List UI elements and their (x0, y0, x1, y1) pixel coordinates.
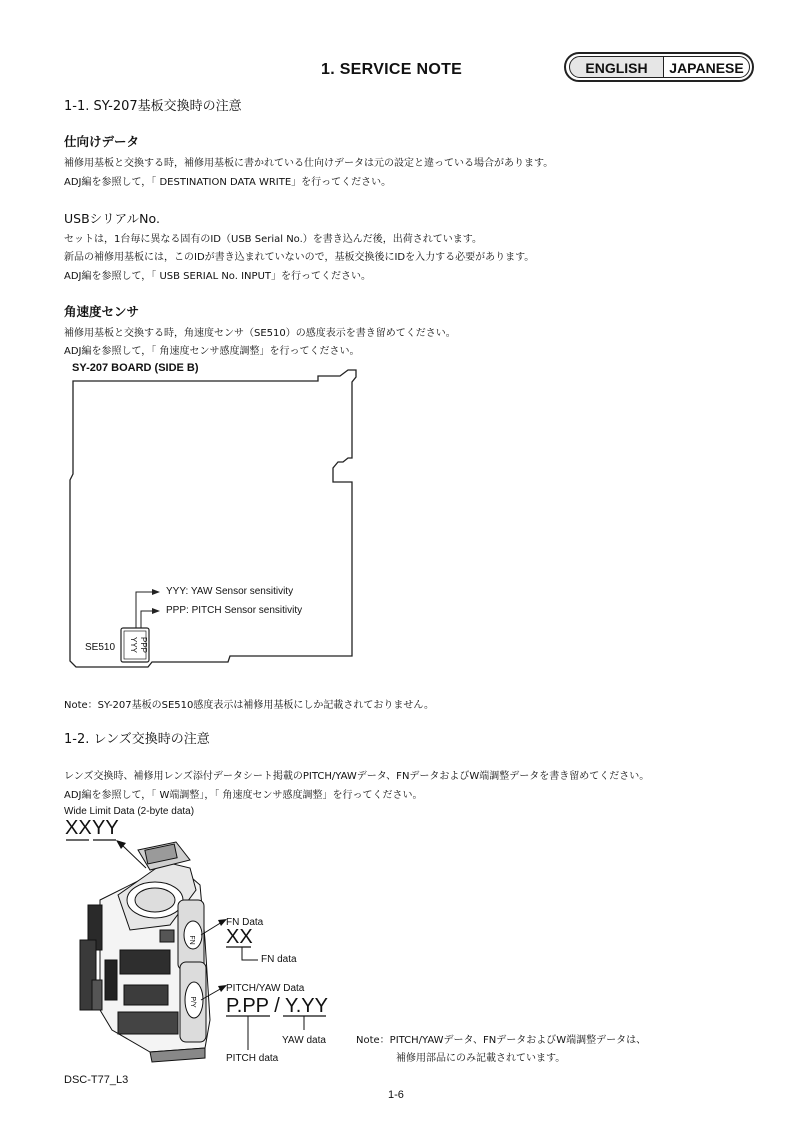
lens-assembly-illustration (80, 842, 210, 1062)
page-number: 1-6 (388, 1089, 404, 1101)
usb-line-1: セットは，1台毎に異なる固有のID（USB Serial No.）を書き込んだ後，出荷されています。 (64, 234, 482, 245)
gyro-line-1: 補修用基板と交換する時，角速度センサ（SE510）の感度表示を書き留めてください。 (64, 328, 456, 339)
destination-heading: 仕向けデータ (64, 134, 140, 149)
chip-ppp-label: PPP (139, 636, 148, 654)
lens-note-line-1: Note：PITCH/YAWデータ、FNデータおよびW端調整データは、 (356, 1035, 647, 1046)
pitch-leader-line (141, 611, 153, 628)
destination-line-2: ADJ編を参照して，「 DESTINATION DATA WRITE」を行ってください。 (64, 177, 392, 188)
model-number: DSC-T77_L3 (64, 1074, 129, 1086)
section-1-1-heading: 1-1. SY-207基板交換時の注意 (64, 99, 242, 114)
gyro-heading: 角速度センサ (64, 304, 140, 319)
board-outline (70, 370, 356, 667)
lens-py-mark: P/Y (189, 996, 196, 1008)
pitch-arrowhead (152, 608, 160, 614)
usb-heading: USBシリアルNo. (64, 211, 160, 226)
japanese-button[interactable]: JAPANESE (663, 56, 750, 78)
fn-data-label: FN Data (226, 917, 264, 928)
se510-label: SE510 (85, 642, 116, 653)
section-1-2-heading: 1-2. レンズ交換時の注意 (64, 732, 210, 747)
yaw-leader-line (136, 592, 153, 628)
destination-line-1: 補修用基板と交換する時，補修用基板に書かれている仕向けデータは元の設定と違っている場合があります。 (64, 158, 554, 169)
yaw-data-sub-label: YAW data (282, 1035, 326, 1046)
lens-note-line-2: 補修用部品にのみ記載されています。 (396, 1053, 566, 1064)
lens-line-2: ADJ編を参照して，「 W端調整」，「 角速度センサ感度調整」を行ってください。 (64, 790, 423, 801)
fn-data-sub-label: FN data (261, 954, 297, 965)
chip-yyy-label: YYY (129, 636, 138, 654)
pitch-yaw-data-label: PITCH/YAW Data (226, 983, 305, 994)
pitch-data-sub-label: PITCH data (226, 1053, 279, 1064)
pitch-yaw-separator: / (268, 995, 285, 1017)
page-title: 1. SERVICE NOTE (321, 61, 463, 78)
fn-data-value: XX (226, 926, 253, 948)
board-title: SY-207 BOARD (SIDE B) (72, 362, 199, 374)
pitch-value: P.PP (226, 995, 269, 1017)
pitch-yaw-data-value (226, 995, 328, 1018)
gyro-line-2: ADJ編を参照して，「 角速度センサ感度調整」を行ってください。 (64, 346, 360, 357)
usb-line-2: 新品の補修用基板には，このIDが書き込まれていないので，基板交換後にIDを入力する必要があります。 (64, 252, 535, 263)
usb-line-3: ADJ編を参照して，「 USB SERIAL No. INPUT」を行ってください。 (64, 271, 371, 282)
yaw-value: Y.YY (284, 995, 328, 1017)
wide-yy-value: YY (92, 817, 119, 839)
yaw-arrowhead (152, 589, 160, 595)
lens-line-1: レンズ交換時、補修用レンズ添付データシート掲載のPITCH/YAWデータ、FNデータおよびW端調整データを書き留めてください。 (64, 771, 650, 782)
wide-xx-value: XX (65, 817, 92, 839)
english-button[interactable]: ENGLISH (569, 56, 664, 78)
section-1-1-note: Note：SY-207基板のSE510感度表示は補修用基板にしか記載されておりません。 (64, 700, 434, 711)
wide-limit-label: Wide Limit Data (2-byte data) (64, 806, 195, 817)
yaw-sensor-label: YYY: YAW Sensor sensitivity (166, 586, 294, 597)
lens-fn-mark: FN (188, 935, 195, 945)
pitch-sensor-label: PPP: PITCH Sensor sensitivity (166, 605, 303, 616)
